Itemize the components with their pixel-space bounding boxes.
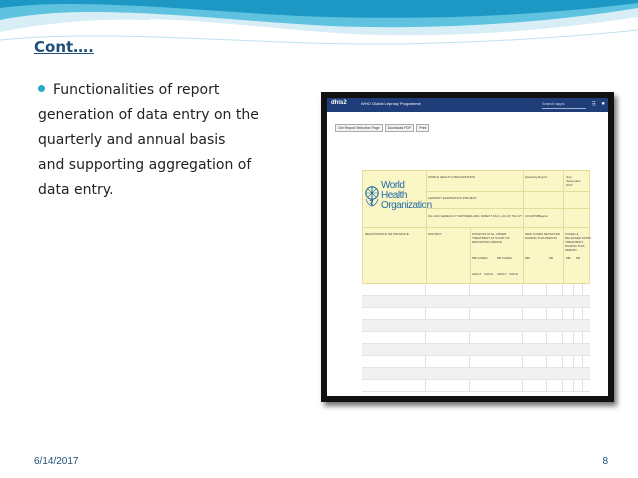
bullet-text-line: Functionalities of report [53,82,220,98]
country-value: Nigeria [538,214,548,218]
bullet-list [38,78,298,203]
col-child: CHILD [509,272,519,276]
bullet-text-line: generation of data entry on the [38,107,259,123]
table-row [362,356,590,368]
who-name-line: Organization [381,200,432,211]
table-row [362,368,590,380]
table-row [362,380,590,392]
divider [426,191,589,192]
table-row [362,296,590,308]
slide-page-number: 8 [602,456,608,467]
column-headers [362,228,590,284]
report-toolbar [335,124,431,131]
report-table [362,170,590,392]
table-row [362,332,590,344]
dhis2-logo[interactable]: dhis2 [331,100,347,106]
col-mb: MB [566,256,571,260]
country-label: COUNTRY [525,214,540,218]
print-button[interactable]: Print [416,124,429,132]
col-adult: ADULT [497,272,507,276]
bullet-text-line: quarterly and annual basis [38,132,226,148]
divider [523,171,524,227]
table-row [362,308,590,320]
bullet-item [38,78,298,103]
bullet-text-line: data entry. [38,182,114,198]
app-header-bar [327,98,608,112]
col-pb: PB [549,256,554,260]
col-pb-cases: PB CASES [497,256,513,260]
who-emblem-icon [365,185,379,207]
col-cured: CURED & RELEASED FROM TREATMENT DURING THIS PERIOD [565,232,591,252]
program-name: LEPROSY ELIMINATION PROJECT [428,196,477,200]
col-child: CHILD [484,272,494,276]
period-label: Quarterly Report [525,175,548,179]
col-patients: PATIENTS STILL UNDER TREATMENT AT START OF REPORTING PERIOD [472,232,510,244]
slide-date: 6/14/2017 [34,456,79,467]
col-adult: ADULT [472,272,482,276]
who-name-line: World Health [381,180,407,201]
table-row [362,284,590,296]
divider [426,228,427,283]
period-value: July - September 2017 [566,175,581,187]
bullet-text-line: and supporting aggregation of [38,157,252,173]
divider [426,171,427,227]
col-mb: MB [525,256,530,260]
who-logo [365,180,432,217]
app-title: WHO Global Leprosy Programme [361,101,421,106]
col-pb: PB [576,256,581,260]
report-screenshot [321,92,614,402]
col-region: REGION/STATE OR PROVINCE [365,232,409,236]
report-data-rows [362,284,590,392]
org-name: WORLD HEALTH ORGANIZATION [428,175,476,179]
header-wave-decoration [0,0,638,70]
table-row [362,344,590,356]
divider [470,228,471,283]
report-selection-button[interactable]: Get Report Selection Page [335,124,383,132]
user-profile-icon[interactable]: ● [601,101,605,107]
divider [523,228,524,283]
col-new-cases: NEW CASES DETECTED DURING THIS PERIOD [525,232,561,240]
org-address: CH-1211 GENEVA 27 SWITZERLAND, DIRECT FAX (+41 22) 791 477 [428,214,523,218]
divider [563,171,564,227]
who-wordmark [381,181,432,211]
apps-grid-icon[interactable]: ⠿ [591,102,596,108]
download-pdf-button[interactable]: Download PDF [385,124,415,132]
col-mb-cases: MB CASES [472,256,488,260]
search-apps-input[interactable]: Search apps [542,101,586,109]
divider [426,208,589,209]
slide-title: Cont…. [34,38,94,56]
report-header [362,170,590,228]
divider [563,228,564,283]
bullet-dot-icon [38,85,45,92]
table-row [362,320,590,332]
col-district: DISTRICT [428,232,442,236]
